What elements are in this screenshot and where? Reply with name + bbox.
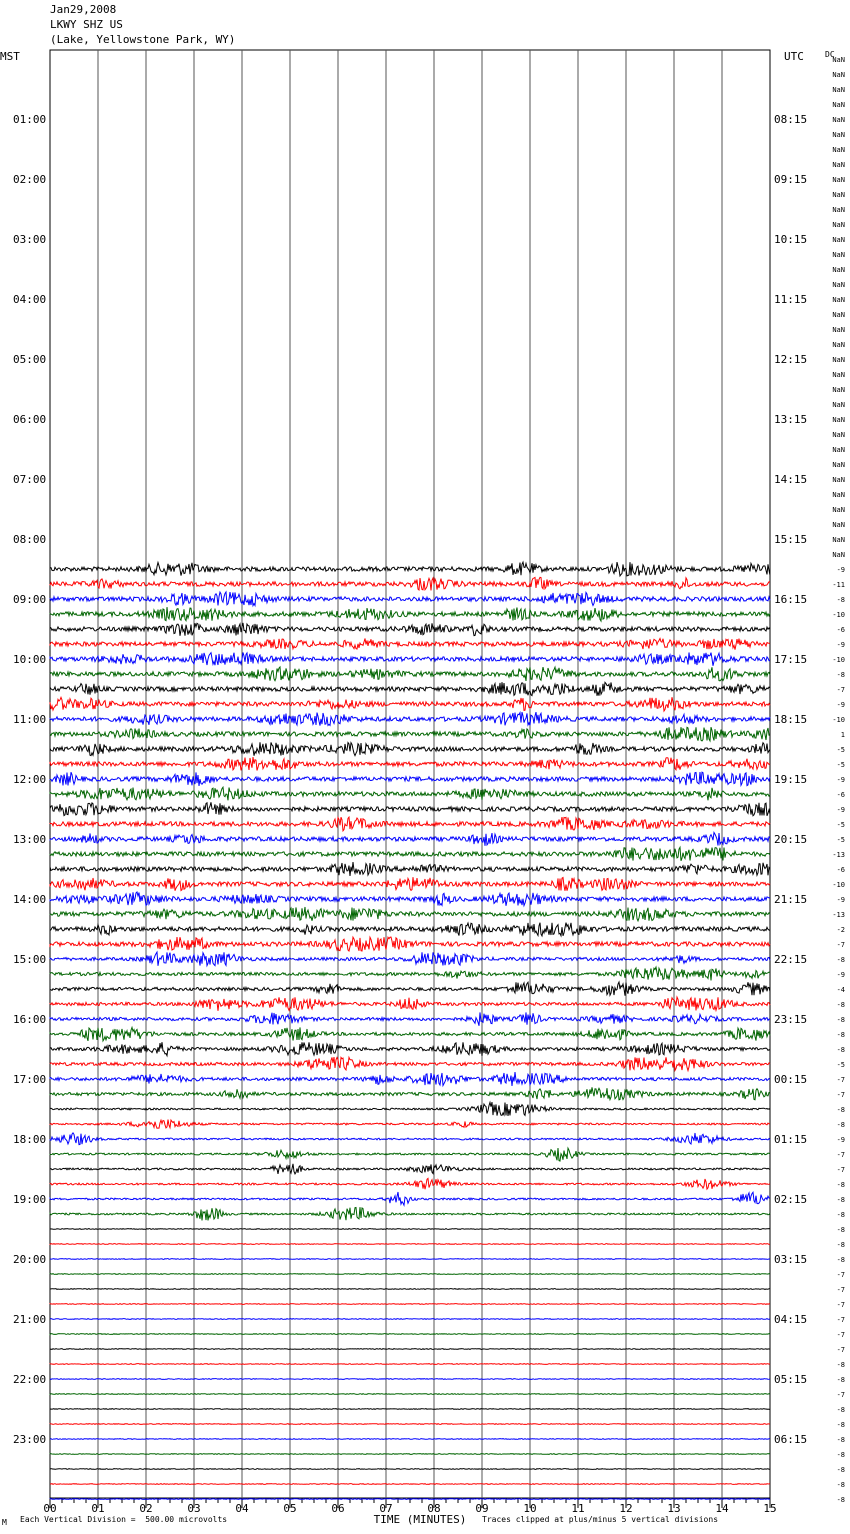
dc-offset-label: -7 [836, 1391, 845, 1399]
dc-offset-label: NaN [832, 296, 845, 304]
dc-offset-label: -7 [836, 1166, 845, 1174]
utc-hour-label: 15:15 [774, 533, 808, 546]
dc-offset-label: NaN [832, 431, 845, 439]
dc-offset-label: -8 [836, 1196, 845, 1204]
seismic-trace [50, 967, 770, 980]
dc-offset-label: -7 [836, 1346, 845, 1354]
date-label: Jan29,2008 [50, 3, 117, 16]
seismic-trace [50, 1319, 770, 1320]
dc-offset-label: NaN [832, 116, 845, 124]
dc-offset-label: -8 [836, 1121, 845, 1129]
dc-offset-label: NaN [832, 311, 845, 319]
dc-offset-label: -10 [832, 716, 845, 724]
x-tick-label: 01 [91, 1502, 105, 1515]
utc-hour-label: 14:15 [774, 473, 808, 486]
seismic-trace [50, 667, 770, 681]
utc-hour-label: 20:15 [774, 833, 808, 846]
seismic-trace [50, 757, 770, 770]
seismic-trace [50, 623, 770, 636]
seismic-trace [50, 727, 770, 741]
seismic-trace [50, 1178, 770, 1189]
x-tick-label: 15 [763, 1502, 777, 1515]
seismic-trace [50, 1409, 770, 1410]
utc-hour-label: 05:15 [774, 1373, 808, 1386]
dc-offset-label: -10 [832, 656, 845, 664]
dc-offset-label: -8 [836, 1031, 845, 1039]
seismic-trace [50, 1424, 770, 1425]
seismic-trace [50, 1207, 770, 1220]
x-tick-label: 02 [139, 1502, 153, 1515]
utc-hour-label: 12:15 [774, 353, 808, 366]
dc-offset-label: -9 [836, 701, 845, 709]
seismic-trace [50, 877, 770, 891]
x-axis-title: TIME (MINUTES) [373, 1513, 467, 1526]
utc-hour-label: 09:15 [774, 173, 808, 186]
utc-hour-label: 02:15 [774, 1193, 808, 1206]
dc-offset-label: NaN [832, 491, 845, 499]
seismic-trace [50, 1148, 770, 1161]
seismic-trace [50, 607, 770, 621]
seismic-trace [50, 907, 770, 921]
seismic-trace [50, 653, 770, 666]
dc-offset-label: -8 [836, 1001, 845, 1009]
utc-hour-label: 23:15 [774, 1013, 808, 1026]
x-tick-label: 10 [523, 1502, 537, 1515]
seismic-trace [50, 1192, 770, 1205]
dc-offset-label: NaN [832, 206, 845, 214]
dc-offset-label: -6 [836, 791, 845, 799]
mst-hour-label: 02:00 [13, 173, 47, 186]
seismic-trace [50, 1484, 770, 1485]
dc-offset-label: NaN [832, 191, 845, 199]
x-tick-label: 00 [43, 1502, 57, 1515]
dc-offset-label: -8 [836, 1466, 845, 1474]
mst-hour-label: 10:00 [13, 653, 47, 666]
mst-hour-label: 21:00 [13, 1313, 47, 1326]
utc-hour-label: 22:15 [774, 953, 808, 966]
mst-hour-label: 03:00 [13, 233, 47, 246]
utc-hour-label: 16:15 [774, 593, 808, 606]
mst-hour-label: 04:00 [13, 293, 47, 306]
dc-offset-label: -8 [836, 1016, 845, 1024]
dc-offset-label: -9 [836, 896, 845, 904]
seismic-trace [50, 1349, 770, 1350]
x-tick-label: 03 [187, 1502, 201, 1515]
dc-offset-label: NaN [832, 551, 845, 559]
dc-offset-label: NaN [832, 236, 845, 244]
dc-offset-label: -8 [836, 1496, 845, 1504]
dc-offset-label: -9 [836, 971, 845, 979]
dc-offset-label: -7 [836, 686, 845, 694]
mst-hour-label: 14:00 [13, 893, 47, 906]
seismic-trace [50, 1229, 770, 1230]
dc-offset-label: -8 [836, 671, 845, 679]
seismic-trace [50, 1439, 770, 1440]
dc-offset-label: -4 [836, 986, 845, 994]
dc-offset-label: -10 [832, 611, 845, 619]
dc-offset-label: NaN [832, 86, 845, 94]
seismic-trace [50, 712, 770, 726]
seismic-trace [50, 682, 770, 696]
mst-hour-label: 22:00 [13, 1373, 47, 1386]
dc-offset-label: -8 [836, 1226, 845, 1234]
dc-offset-label: -6 [836, 866, 845, 874]
utc-hour-label: 04:15 [774, 1313, 808, 1326]
dc-offset-label: NaN [832, 56, 845, 64]
dc-offset-label: -7 [836, 1076, 845, 1084]
x-tick-label: 07 [379, 1502, 393, 1515]
dc-offset-label: -7 [836, 1271, 845, 1279]
dc-offset-label: -8 [836, 1361, 845, 1369]
dc-offset-label: NaN [832, 446, 845, 454]
dc-offset-label: -8 [836, 1376, 845, 1384]
mst-hour-label: 17:00 [13, 1073, 47, 1086]
seismic-trace [50, 1304, 770, 1305]
scale-note: Each Vertical Division = 500.00 microvolts [20, 1515, 228, 1524]
dc-offset-label: NaN [832, 416, 845, 424]
utc-hour-label: 17:15 [774, 653, 808, 666]
mst-axis-label: MST [0, 50, 20, 63]
dc-offset-label: -8 [836, 1241, 845, 1249]
dc-offset-label: NaN [832, 101, 845, 109]
seismic-trace [50, 833, 770, 846]
dc-offset-label: NaN [832, 536, 845, 544]
dc-offset-label: -11 [832, 581, 845, 589]
dc-offset-label: -9 [836, 806, 845, 814]
seismic-trace [50, 742, 770, 755]
seismic-trace [50, 862, 770, 876]
dc-offset-label: -8 [836, 1451, 845, 1459]
seismic-trace [50, 592, 770, 606]
seismic-trace [50, 697, 770, 711]
seismic-trace [50, 787, 770, 800]
x-tick-label: 11 [571, 1502, 585, 1515]
location-label: (Lake, Yellowstone Park, WY) [50, 33, 236, 46]
dc-offset-label: -8 [836, 1106, 845, 1114]
seismic-trace [50, 1394, 770, 1395]
dc-offset-label: -5 [836, 821, 845, 829]
seismic-trace [50, 1102, 770, 1116]
dc-offset-label: NaN [832, 326, 845, 334]
dc-offset-label: NaN [832, 221, 845, 229]
dc-offset-label: -7 [836, 941, 845, 949]
seismic-trace [50, 1072, 770, 1086]
utc-hour-label: 13:15 [774, 413, 808, 426]
dc-offset-label: NaN [832, 506, 845, 514]
utc-hour-label: 18:15 [774, 713, 808, 726]
seismic-trace [50, 1042, 770, 1056]
dc-offset-label: NaN [832, 131, 845, 139]
mst-hour-label: 19:00 [13, 1193, 47, 1206]
mst-hour-label: 05:00 [13, 353, 47, 366]
x-tick-label: 13 [667, 1502, 681, 1515]
seismic-trace [50, 1469, 770, 1470]
dc-offset-label: -5 [836, 1061, 845, 1069]
seismic-trace [50, 997, 770, 1011]
dc-offset-label: -5 [836, 746, 845, 754]
dc-label: DC [825, 50, 835, 59]
x-tick-label: 12 [619, 1502, 633, 1515]
x-tick-label: 06 [331, 1502, 345, 1515]
utc-hour-label: 21:15 [774, 893, 808, 906]
mst-hour-label: 09:00 [13, 593, 47, 606]
seismic-trace [50, 952, 770, 966]
seismic-trace [50, 892, 770, 906]
dc-offset-label: -5 [836, 761, 845, 769]
utc-hour-label: 19:15 [774, 773, 808, 786]
utc-hour-label: 03:15 [774, 1253, 808, 1266]
x-tick-label: 08 [427, 1502, 441, 1515]
dc-offset-label: -8 [836, 1406, 845, 1414]
mst-hour-label: 01:00 [13, 113, 47, 126]
corner-mark: M [2, 1518, 7, 1527]
mst-hour-label: 08:00 [13, 533, 47, 546]
dc-offset-label: NaN [832, 251, 845, 259]
seismic-trace [50, 639, 770, 650]
utc-hour-label: 00:15 [774, 1073, 808, 1086]
mst-hour-label: 11:00 [13, 713, 47, 726]
dc-offset-label: -7 [836, 1286, 845, 1294]
dc-offset-label: NaN [832, 521, 845, 529]
mst-hour-label: 18:00 [13, 1133, 47, 1146]
seismic-trace [50, 923, 770, 936]
seismic-trace [50, 847, 770, 861]
dc-offset-label: NaN [832, 371, 845, 379]
seismic-trace [50, 577, 770, 590]
dc-offset-label: -13 [832, 911, 845, 919]
utc-axis-label: UTC [784, 50, 804, 63]
dc-offset-label: -8 [836, 1211, 845, 1219]
dc-offset-label: -9 [836, 776, 845, 784]
seismic-trace [50, 1274, 770, 1275]
dc-offset-label: NaN [832, 281, 845, 289]
dc-offset-label: NaN [832, 161, 845, 169]
mst-hour-label: 13:00 [13, 833, 47, 846]
seismic-trace [50, 1289, 770, 1290]
seismic-trace [50, 1120, 770, 1129]
mst-hour-label: 07:00 [13, 473, 47, 486]
dc-offset-label: -9 [836, 566, 845, 574]
seismic-trace [50, 1259, 770, 1260]
x-tick-label: 05 [283, 1502, 297, 1515]
utc-hour-label: 01:15 [774, 1133, 808, 1146]
dc-offset-label: -8 [836, 1421, 845, 1429]
seismic-trace [50, 1027, 770, 1041]
dc-offset-label: NaN [832, 476, 845, 484]
seismic-trace [50, 772, 770, 786]
x-tick-label: 14 [715, 1502, 729, 1515]
seismic-trace [50, 1133, 770, 1145]
dc-offset-label: -7 [836, 1151, 845, 1159]
dc-offset-label: -7 [836, 1316, 845, 1324]
dc-offset-label: -8 [836, 1436, 845, 1444]
utc-hour-label: 06:15 [774, 1433, 808, 1446]
dc-offset-label: -2 [836, 926, 845, 934]
dc-offset-label: -7 [836, 1091, 845, 1099]
seismic-trace [50, 817, 770, 831]
dc-offset-label: -8 [836, 1256, 845, 1264]
seismic-trace [50, 1012, 770, 1025]
mst-hour-label: 06:00 [13, 413, 47, 426]
dc-offset-label: NaN [832, 401, 845, 409]
utc-hour-label: 08:15 [774, 113, 808, 126]
dc-offset-label: -8 [836, 1046, 845, 1054]
seismic-trace [50, 1244, 770, 1245]
plot-frame [50, 50, 770, 1498]
mst-hour-label: 16:00 [13, 1013, 47, 1026]
utc-hour-label: 10:15 [774, 233, 808, 246]
dc-offset-label: NaN [832, 461, 845, 469]
dc-offset-label: NaN [832, 176, 845, 184]
station-label: LKWY SHZ US [50, 18, 123, 31]
seismic-trace [50, 1334, 770, 1335]
seismic-trace [50, 562, 770, 576]
seismic-trace [50, 1164, 770, 1174]
mst-hour-label: 12:00 [13, 773, 47, 786]
dc-offset-label: -10 [832, 881, 845, 889]
utc-hour-label: 11:15 [774, 293, 808, 306]
dc-offset-label: NaN [832, 71, 845, 79]
dc-offset-label: -8 [836, 1181, 845, 1189]
mst-hour-label: 23:00 [13, 1433, 47, 1446]
dc-offset-label: -5 [836, 836, 845, 844]
seismic-trace [50, 1087, 770, 1100]
seismic-trace [50, 982, 770, 996]
dc-offset-label: -8 [836, 596, 845, 604]
dc-offset-label: 1 [840, 731, 845, 739]
seismic-trace [50, 1364, 770, 1365]
dc-offset-label: NaN [832, 386, 845, 394]
seismic-trace [50, 1379, 770, 1380]
dc-offset-label: NaN [832, 266, 845, 274]
seismic-trace [50, 937, 770, 951]
seismic-trace [50, 802, 770, 816]
clip-note: Traces clipped at plus/minus 5 vertical divisions [482, 1515, 719, 1524]
seismic-trace [50, 1454, 770, 1455]
dc-offset-label: -13 [832, 851, 845, 859]
x-tick-label: 04 [235, 1502, 249, 1515]
x-tick-label: 09 [475, 1502, 489, 1515]
dc-offset-label: NaN [832, 341, 845, 349]
mst-hour-label: 15:00 [13, 953, 47, 966]
mst-hour-label: 20:00 [13, 1253, 47, 1266]
dc-offset-label: -6 [836, 626, 845, 634]
dc-offset-label: -9 [836, 1136, 845, 1144]
dc-offset-label: -9 [836, 641, 845, 649]
dc-offset-label: NaN [832, 146, 845, 154]
dc-offset-label: -8 [836, 1481, 845, 1489]
dc-offset-label: -7 [836, 1301, 845, 1309]
dc-offset-label: -7 [836, 1331, 845, 1339]
dc-offset-label: NaN [832, 356, 845, 364]
dc-offset-label: -8 [836, 956, 845, 964]
seismic-trace [50, 1057, 770, 1071]
